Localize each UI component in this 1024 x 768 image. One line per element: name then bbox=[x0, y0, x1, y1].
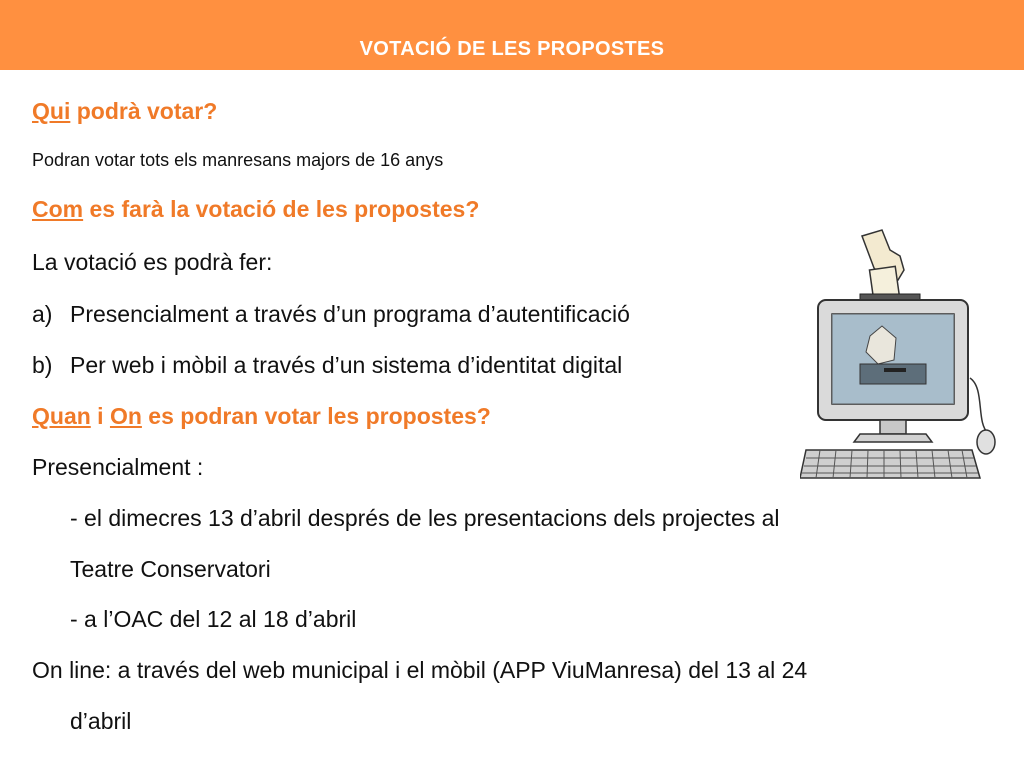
question-when-keyword: Quan bbox=[32, 403, 91, 429]
option-b-text: Per web i mòbil a través d’un sistema d’identitat digital bbox=[70, 352, 623, 378]
online-line-cont: d’abril bbox=[70, 708, 132, 734]
question-when-where-text: es podran votar les propostes? bbox=[141, 403, 491, 429]
question-how-text: es farà la votació de les propostes? bbox=[83, 196, 480, 222]
presencial-item-1: - el dimecres 13 d’abril després de les presentacions dels projectes al bbox=[70, 505, 780, 531]
question-how bbox=[32, 196, 479, 223]
option-b-label: b) bbox=[32, 352, 53, 378]
answer-who: Podran votar tots els manresans majors de 16 anys bbox=[32, 150, 444, 170]
question-where-keyword: On bbox=[109, 403, 142, 429]
presencial-item-2: - a l’OAC del 12 al 18 d’abril bbox=[70, 606, 357, 632]
option-a bbox=[32, 301, 630, 328]
question-how-keyword: Com bbox=[32, 196, 84, 222]
slide-title: VOTACIÓ DE LES PROPOSTES bbox=[359, 38, 665, 60]
online-line: On line: a través del web municipal i el mòbil (APP ViuManresa) del 13 al 24 bbox=[32, 657, 808, 683]
presencial-heading: Presencialment : bbox=[32, 454, 204, 480]
option-b bbox=[32, 352, 622, 379]
question-when-where bbox=[32, 403, 491, 430]
option-a-text: Presencialment a través d’un programa d’autentificació bbox=[70, 301, 630, 327]
presencial-item-1-cont: Teatre Conservatori bbox=[70, 556, 271, 582]
how-intro: La votació es podrà fer: bbox=[32, 249, 273, 275]
question-when-mid: i bbox=[90, 403, 110, 429]
question-who bbox=[32, 98, 217, 125]
question-who-text: podrà votar? bbox=[70, 98, 218, 124]
question-who-keyword: Qui bbox=[32, 98, 71, 124]
option-a-label: a) bbox=[32, 301, 53, 327]
computer-ballot-box-icon bbox=[800, 228, 1000, 488]
